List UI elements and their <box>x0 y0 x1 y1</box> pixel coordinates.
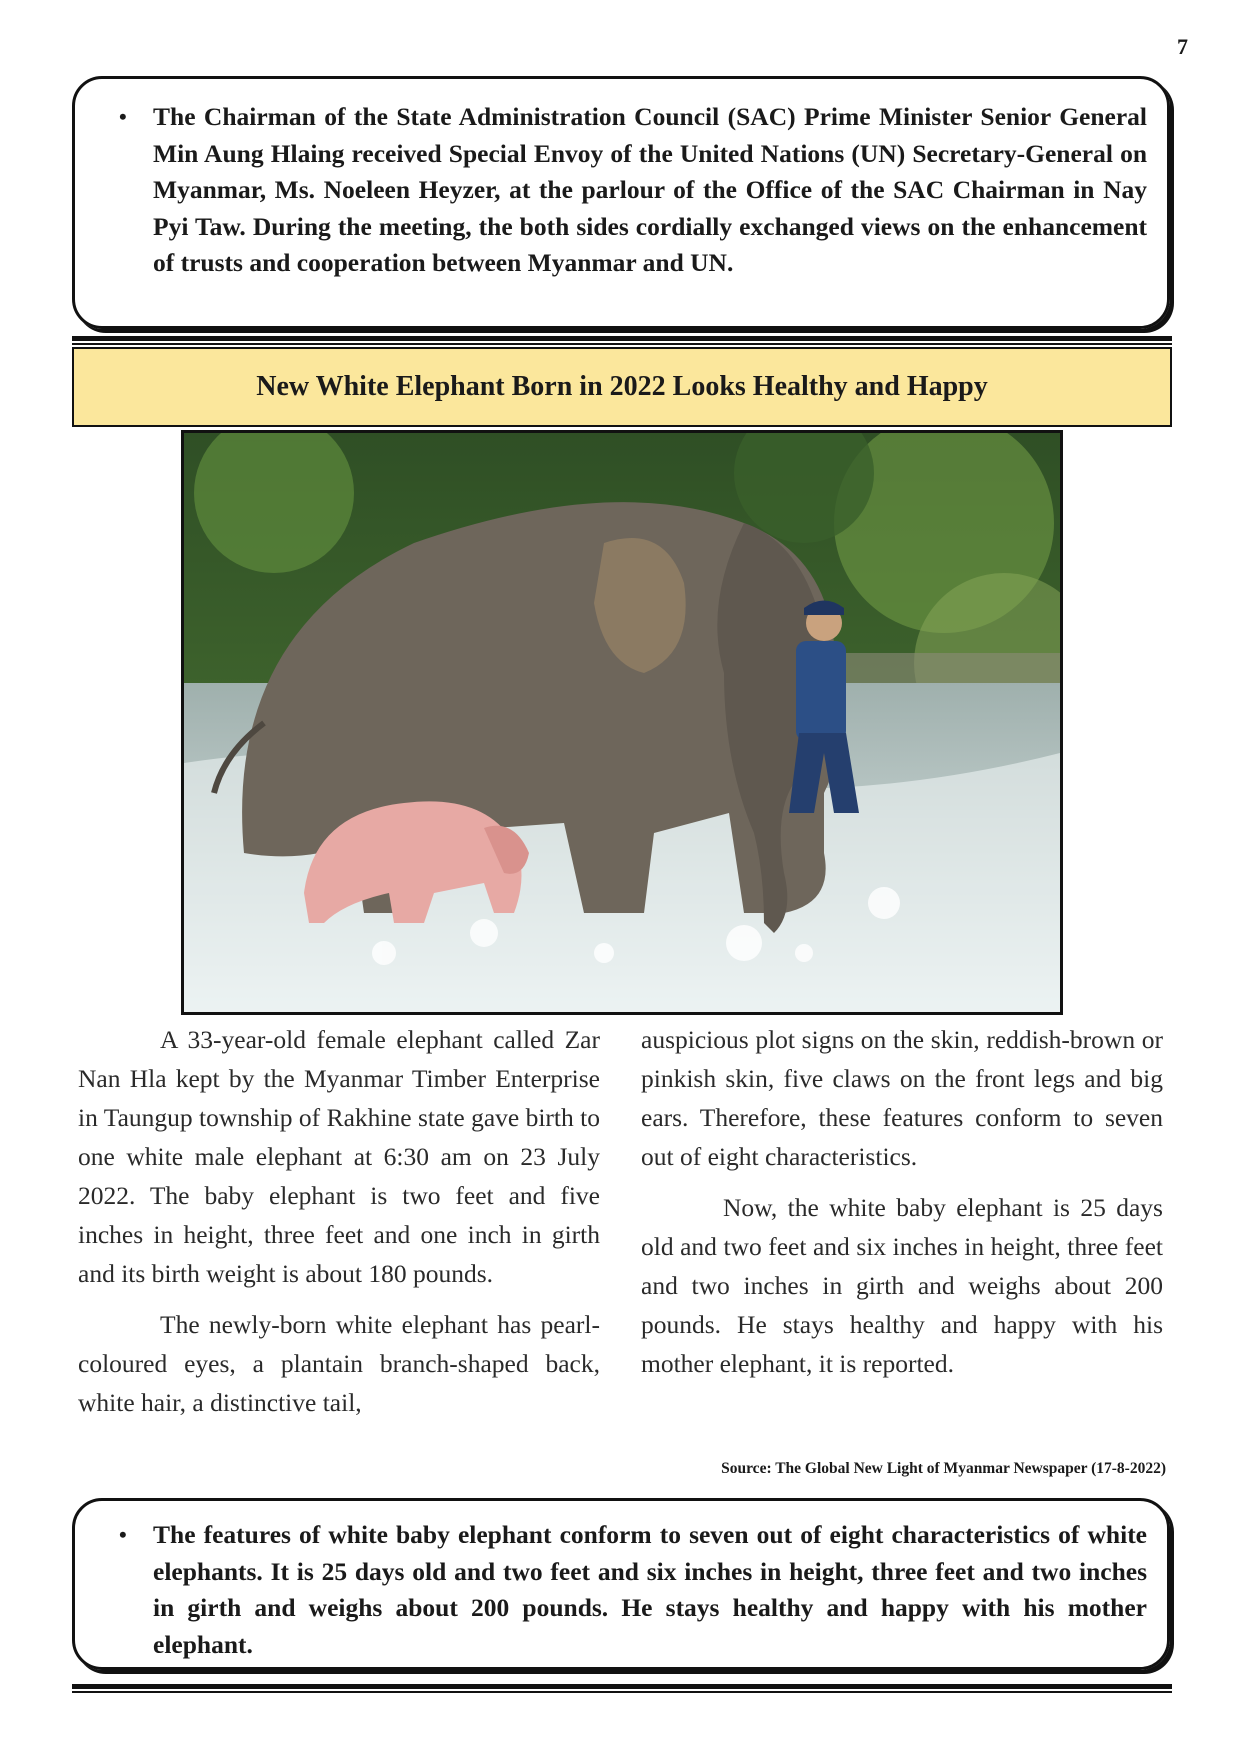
summary-box-top <box>72 76 1170 329</box>
article-paragraph: Now, the white baby elephant is 25 days old and two feet and six inches in height, three feet and two inches in girth and weighs about 200 pounds. He stays healthy and happy with his mother elephant, it is reported. <box>641 1193 1163 1378</box>
elephant-photo-icon <box>184 433 1060 1012</box>
summary-item <box>119 1517 1147 1663</box>
article-paragraph: auspicious plot signs on the skin, reddish-brown or pinkish skin, five claws on the front legs and big ears. Therefore, these features conform to seven out of eight characteristics. <box>641 1025 1163 1171</box>
summary-text: The features of white baby elephant conform to seven out of eight characteristics of white elephants. It is 25 days old and two feet and six inches in height, three feet and two inches in girth and weighs about 200 pounds. He stays healthy and happy with his mother elephant. <box>153 1520 1147 1659</box>
article-paragraph: A 33-year-old female elephant called Zar Nan Hla kept by the Myanmar Timber Enterprise in Taungup township of Rakhine state gave birth to one white male elephant at 6:30 am on 23 July 2022. The baby elephant is two feet and five inches in height, three feet and one inch in girth and its birth weight is about 180 pounds. <box>78 1025 600 1288</box>
bullet-icon: • <box>119 1522 127 1547</box>
summary-list <box>97 99 1147 282</box>
summary-box-bottom <box>72 1498 1170 1670</box>
bullet-icon: • <box>119 104 127 129</box>
page-number: 7 <box>1177 34 1188 59</box>
summary-item <box>119 99 1147 282</box>
summary-list <box>97 1517 1147 1663</box>
article-headline: New White Elephant Born in 2022 Looks Healthy and Happy <box>72 347 1172 427</box>
article-column-left <box>78 1020 600 1434</box>
summary-text: The Chairman of the State Administration Council (SAC) Prime Minister Senior General Min Aung Hlaing received Special Envoy of the United Nations (UN) Secretary-General on Myanmar, Ms. Noeleen Heyzer, at the parlour of the Office of the SAC Chairman in Nay Pyi Taw. During the meeting, the both sides cordially exchanged views on the enhancement of trusts and cooperation between Myanmar and UN. <box>153 102 1147 277</box>
footer-divider <box>72 1684 1172 1693</box>
elephant-photo <box>181 430 1063 1015</box>
section-divider <box>72 336 1172 345</box>
article-paragraph: The newly-born white elephant has pearl-coloured eyes, a plantain branch-shaped back, white hair, a distinctive tail, <box>78 1310 600 1417</box>
article-column-right <box>641 1020 1163 1395</box>
source-credit: Source: The Global New Light of Myanmar Newspaper (17-8-2022) <box>721 1460 1166 1477</box>
